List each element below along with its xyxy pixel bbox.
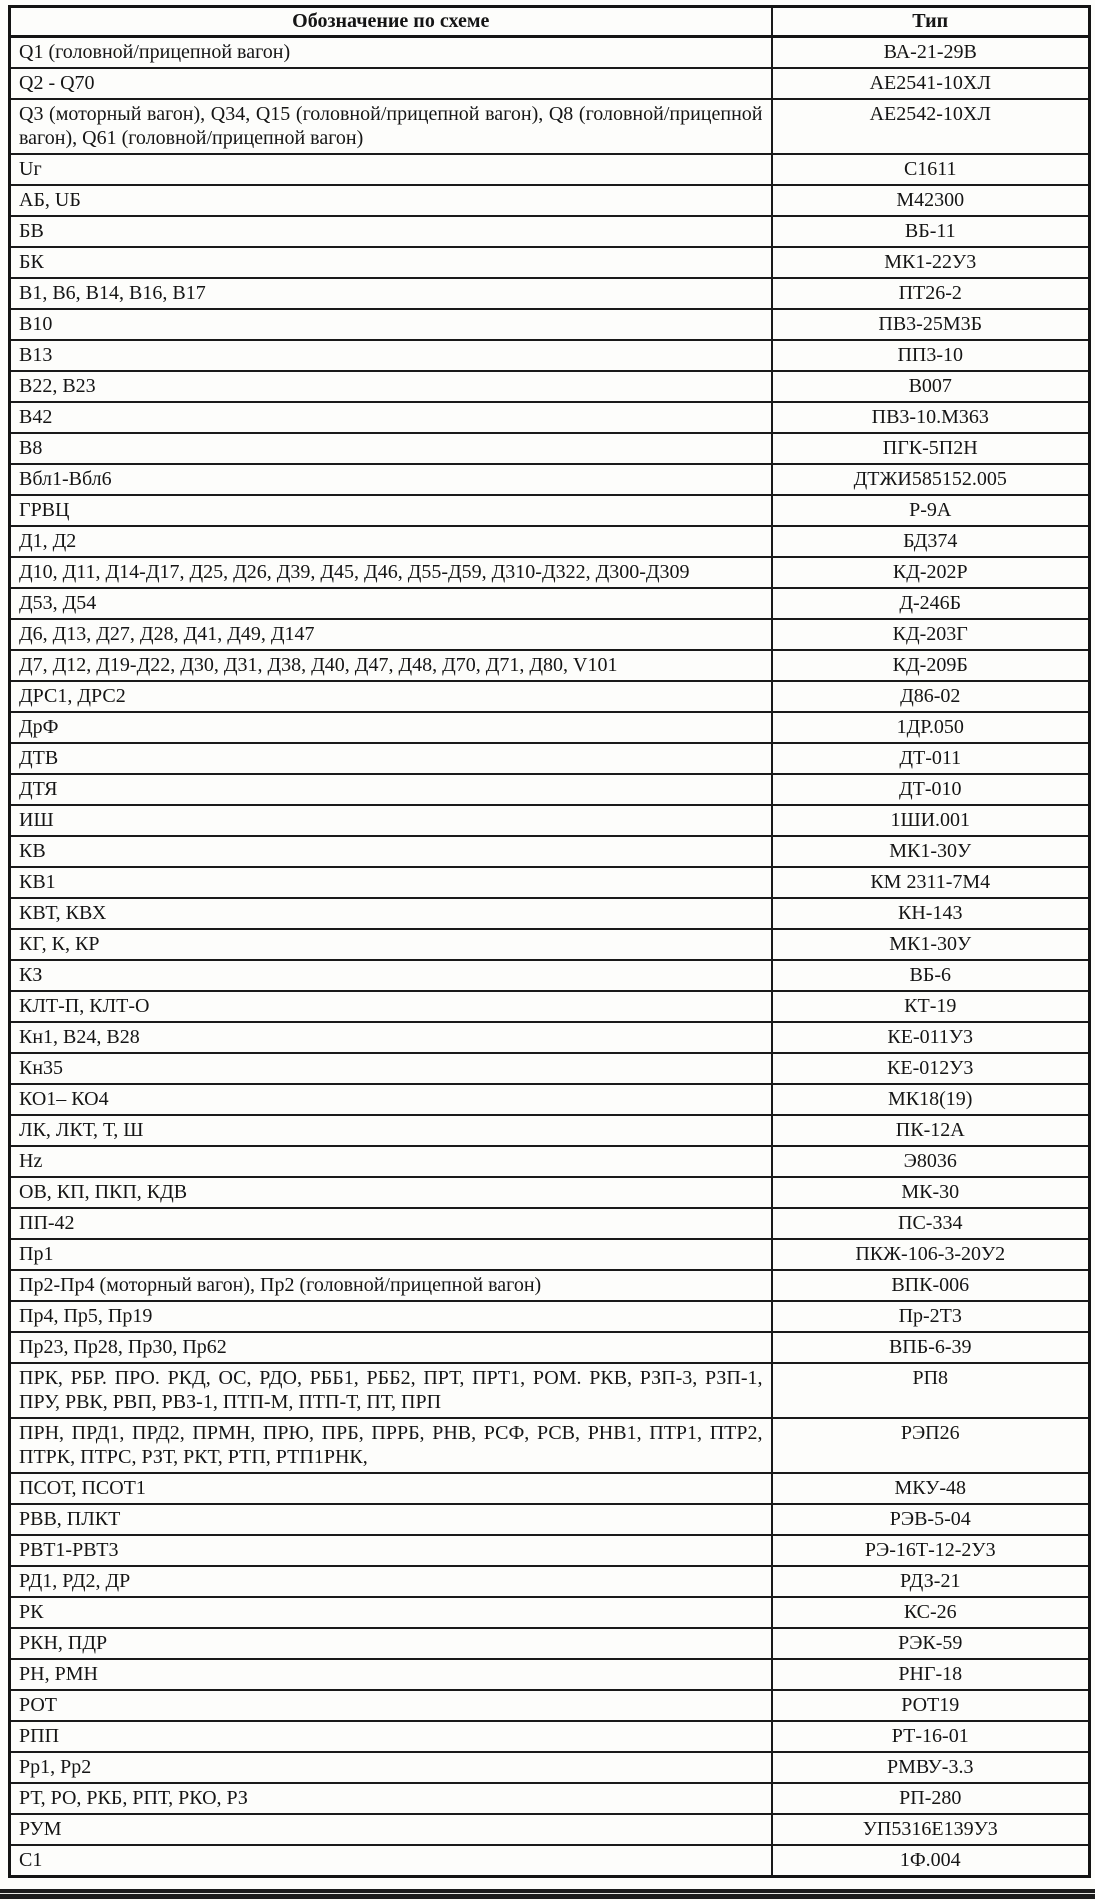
type-cell: КД-209Б — [772, 650, 1090, 681]
type-cell: РП-280 — [772, 1783, 1090, 1814]
table-row — [10, 247, 1090, 278]
designation-cell: ПРК, РБР. ПРО. РКД, ОС, РДО, РББ1, РББ2, ПРТ, ПРТ1, РОМ. РКВ, РЗП-3, РЗП-1, ПРУ, РВК, РВП, РВЗ-1, ПТП-М, ПТП-Т, ПТ, ПРП — [10, 1363, 772, 1418]
type-cell: КМ 2311-7М4 — [772, 867, 1090, 898]
table-row — [10, 1659, 1090, 1690]
designation-cell: Пр4, Пр5, Пр19 — [10, 1301, 772, 1332]
table-row — [10, 805, 1090, 836]
table-row — [10, 1084, 1090, 1115]
designation-cell: КВ1 — [10, 867, 772, 898]
table-row — [10, 1208, 1090, 1239]
table-row — [10, 1363, 1090, 1418]
type-cell: УП5316Е139У3 — [772, 1814, 1090, 1845]
designation-cell: РК — [10, 1597, 772, 1628]
table-row — [10, 1146, 1090, 1177]
type-cell: КЕ-012У3 — [772, 1053, 1090, 1084]
type-cell: АЕ2542-10ХЛ — [772, 99, 1090, 154]
designation-cell: РД1, РД2, ДР — [10, 1566, 772, 1597]
designation-cell: КГ, К, КР — [10, 929, 772, 960]
table-row — [10, 743, 1090, 774]
type-cell: РЭК-59 — [772, 1628, 1090, 1659]
table-row — [10, 1628, 1090, 1659]
table-row — [10, 588, 1090, 619]
designation-cell: ДРС1, ДРС2 — [10, 681, 772, 712]
type-cell: ВБ-6 — [772, 960, 1090, 991]
type-cell: РП8 — [772, 1363, 1090, 1418]
type-cell: 1ДР.050 — [772, 712, 1090, 743]
type-cell: Э8036 — [772, 1146, 1090, 1177]
table-header-row — [10, 7, 1090, 37]
table-row — [10, 464, 1090, 495]
table-row — [10, 1473, 1090, 1504]
table-row — [10, 1115, 1090, 1146]
type-cell: ДТ-010 — [772, 774, 1090, 805]
designation-cell: Пр23, Пр28, Пр30, Пр62 — [10, 1332, 772, 1363]
designation-cell: Вбл1-Вбл6 — [10, 464, 772, 495]
type-cell: РНГ-18 — [772, 1659, 1090, 1690]
designation-cell: КЗ — [10, 960, 772, 991]
designation-cell: ПРН, ПРД1, ПРД2, ПРМН, ПРЮ, ПРБ, ПРРБ, РНВ, РСФ, РСВ, РНВ1, ПТР1, ПТР2, ПТРК, ПТРС, РЗТ, РКТ, РТП, РТП1РНК, — [10, 1418, 772, 1473]
table-row — [10, 1239, 1090, 1270]
type-cell: В007 — [772, 371, 1090, 402]
type-cell: ПК-12А — [772, 1115, 1090, 1146]
designation-cell: ОВ, КП, ПКП, КДВ — [10, 1177, 772, 1208]
table-row — [10, 991, 1090, 1022]
designation-cell: ДрФ — [10, 712, 772, 743]
type-cell: Р-9А — [772, 495, 1090, 526]
designation-cell: РН, РМН — [10, 1659, 772, 1690]
designation-cell: ГРВЦ — [10, 495, 772, 526]
type-cell: ПС-334 — [772, 1208, 1090, 1239]
designation-cell: ЛК, ЛКТ, Т, Ш — [10, 1115, 772, 1146]
table-row — [10, 1022, 1090, 1053]
table-row — [10, 836, 1090, 867]
designation-cell: БК — [10, 247, 772, 278]
table-row — [10, 216, 1090, 247]
type-cell: ВПБ-6-39 — [772, 1332, 1090, 1363]
type-cell: МК-30 — [772, 1177, 1090, 1208]
table-row — [10, 340, 1090, 371]
table-row — [10, 371, 1090, 402]
table-row — [10, 960, 1090, 991]
type-cell: МК1-30У — [772, 836, 1090, 867]
table-row — [10, 929, 1090, 960]
table-row — [10, 1270, 1090, 1301]
designation-cell: Q2 - Q70 — [10, 68, 772, 99]
table-row — [10, 495, 1090, 526]
type-cell: С1611 — [772, 154, 1090, 185]
table-row — [10, 99, 1090, 154]
type-cell: ПКЖ-106-3-20У2 — [772, 1239, 1090, 1270]
type-cell: АЕ2541-10ХЛ — [772, 68, 1090, 99]
next-table-top-border — [0, 1889, 1095, 1899]
designation-cell: КВТ, КВХ — [10, 898, 772, 929]
table-row — [10, 1418, 1090, 1473]
table-body — [10, 37, 1090, 1877]
type-cell: ВА-21-29В — [772, 37, 1090, 69]
designation-cell: Рр1, Рр2 — [10, 1752, 772, 1783]
designation-cell: В22, В23 — [10, 371, 772, 402]
type-cell: ВПК-006 — [772, 1270, 1090, 1301]
table-row — [10, 1845, 1090, 1877]
table-row — [10, 681, 1090, 712]
designation-cell: РВВ, ПЛКТ — [10, 1504, 772, 1535]
table-row — [10, 557, 1090, 588]
table-row — [10, 1177, 1090, 1208]
type-cell: ВБ-11 — [772, 216, 1090, 247]
type-cell: КЕ-011У3 — [772, 1022, 1090, 1053]
designation-cell: РВТ1-РВТ3 — [10, 1535, 772, 1566]
type-cell: ПВ3-25М3Б — [772, 309, 1090, 340]
designation-cell: В8 — [10, 433, 772, 464]
equipment-type-table — [8, 5, 1091, 1878]
designation-cell: В10 — [10, 309, 772, 340]
table-row — [10, 1535, 1090, 1566]
designation-cell: ИШ — [10, 805, 772, 836]
designation-cell: В1, В6, В14, В16, В17 — [10, 278, 772, 309]
table-row — [10, 1301, 1090, 1332]
designation-cell: Д7, Д12, Д19-Д22, Д30, Д31, Д38, Д40, Д47, Д48, Д70, Д71, Д80, V101 — [10, 650, 772, 681]
type-cell: ПП3-10 — [772, 340, 1090, 371]
type-cell: МК1-22У3 — [772, 247, 1090, 278]
designation-column-header: Обозначение по схеме — [10, 7, 772, 37]
designation-cell: РУМ — [10, 1814, 772, 1845]
designation-cell: Uг — [10, 154, 772, 185]
designation-cell: КЛТ-П, КЛТ-О — [10, 991, 772, 1022]
table-row — [10, 1752, 1090, 1783]
designation-cell: КО1– КО4 — [10, 1084, 772, 1115]
designation-cell: Д6, Д13, Д27, Д28, Д41, Д49, Д147 — [10, 619, 772, 650]
type-cell: ДТ-011 — [772, 743, 1090, 774]
type-cell: РМВУ-3.3 — [772, 1752, 1090, 1783]
table-row — [10, 619, 1090, 650]
designation-cell: РТ, РО, РКБ, РПТ, РКО, РЗ — [10, 1783, 772, 1814]
table-row — [10, 1783, 1090, 1814]
table-row — [10, 68, 1090, 99]
type-cell: КТ-19 — [772, 991, 1090, 1022]
type-cell: Пр-2Т3 — [772, 1301, 1090, 1332]
designation-cell: В13 — [10, 340, 772, 371]
designation-cell: В42 — [10, 402, 772, 433]
type-cell: КД-202Р — [772, 557, 1090, 588]
table-row — [10, 185, 1090, 216]
type-cell: Д-246Б — [772, 588, 1090, 619]
type-cell: РОТ19 — [772, 1690, 1090, 1721]
type-cell: РДЗ-21 — [772, 1566, 1090, 1597]
type-cell: КС-26 — [772, 1597, 1090, 1628]
type-cell: МКУ-48 — [772, 1473, 1090, 1504]
type-column-header: Тип — [772, 7, 1090, 37]
type-cell: МК1-30У — [772, 929, 1090, 960]
designation-cell: Д10, Д11, Д14-Д17, Д25, Д26, Д39, Д45, Д46, Д55-Д59, Д310-Д322, Д300-Д309 — [10, 557, 772, 588]
table-row — [10, 154, 1090, 185]
type-cell: РТ-16-01 — [772, 1721, 1090, 1752]
type-cell: РЭВ-5-04 — [772, 1504, 1090, 1535]
type-cell: ПТ26-2 — [772, 278, 1090, 309]
type-cell: РЭ-16Т-12-2У3 — [772, 1535, 1090, 1566]
table-row — [10, 433, 1090, 464]
table-row — [10, 1814, 1090, 1845]
designation-cell: ДТВ — [10, 743, 772, 774]
designation-cell: Кн35 — [10, 1053, 772, 1084]
table-row — [10, 867, 1090, 898]
designation-cell: Пр1 — [10, 1239, 772, 1270]
designation-cell: Hz — [10, 1146, 772, 1177]
type-cell: БД374 — [772, 526, 1090, 557]
table-row — [10, 712, 1090, 743]
table-row — [10, 774, 1090, 805]
type-cell: Д86-02 — [772, 681, 1090, 712]
table-row — [10, 1053, 1090, 1084]
table-row — [10, 1504, 1090, 1535]
table-row — [10, 1332, 1090, 1363]
type-cell: ПВ3-10.М363 — [772, 402, 1090, 433]
table-row — [10, 526, 1090, 557]
designation-cell: РПП — [10, 1721, 772, 1752]
designation-cell: ДТЯ — [10, 774, 772, 805]
designation-cell: Д1, Д2 — [10, 526, 772, 557]
designation-cell: БВ — [10, 216, 772, 247]
designation-cell: С1 — [10, 1845, 772, 1877]
designation-cell: КВ — [10, 836, 772, 867]
designation-cell: Д53, Д54 — [10, 588, 772, 619]
designation-cell: РОТ — [10, 1690, 772, 1721]
designation-cell: Q1 (головной/прицепной вагон) — [10, 37, 772, 69]
table-row — [10, 1566, 1090, 1597]
designation-cell: Кн1, В24, В28 — [10, 1022, 772, 1053]
designation-cell: Пр2-Пр4 (моторный вагон), Пр2 (головной/прицепной вагон) — [10, 1270, 772, 1301]
type-cell: ДТЖИ585152.005 — [772, 464, 1090, 495]
table-row — [10, 1597, 1090, 1628]
type-cell: М42300 — [772, 185, 1090, 216]
table-row — [10, 650, 1090, 681]
table-row — [10, 37, 1090, 69]
table-row — [10, 402, 1090, 433]
designation-cell: ПП-42 — [10, 1208, 772, 1239]
table-row — [10, 309, 1090, 340]
type-cell: КН-143 — [772, 898, 1090, 929]
type-cell: КД-203Г — [772, 619, 1090, 650]
designation-cell: Q3 (моторный вагон), Q34, Q15 (головной/прицепной вагон), Q8 (головной/прицепной вагон), Q61 (головной/прицепной вагон) — [10, 99, 772, 154]
table-row — [10, 1690, 1090, 1721]
type-cell: МК18(19) — [772, 1084, 1090, 1115]
table-row — [10, 898, 1090, 929]
table-row — [10, 1721, 1090, 1752]
designation-cell: ПСОТ, ПСОТ1 — [10, 1473, 772, 1504]
table-row — [10, 278, 1090, 309]
designation-cell: АБ, UБ — [10, 185, 772, 216]
type-cell: 1ШИ.001 — [772, 805, 1090, 836]
type-cell: 1Ф.004 — [772, 1845, 1090, 1877]
designation-cell: РКН, ПДР — [10, 1628, 772, 1659]
type-cell: РЭП26 — [772, 1418, 1090, 1473]
type-cell: ПГК-5П2Н — [772, 433, 1090, 464]
